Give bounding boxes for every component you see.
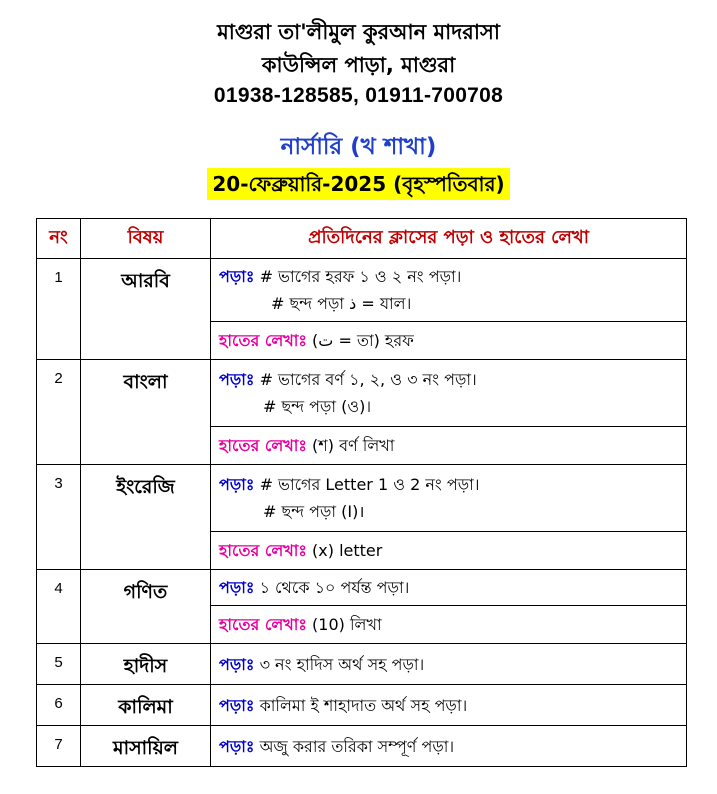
table-header-row [37, 219, 687, 259]
read-cell [211, 644, 687, 685]
write-cell [211, 322, 687, 360]
read-cell [211, 360, 687, 427]
read-label: পড়াঃ [219, 654, 255, 674]
write-cell [211, 532, 687, 570]
table-row [37, 360, 687, 427]
read-line: # ছন্দ পড়া (I)। [263, 502, 365, 521]
row-number: 5 [37, 644, 81, 685]
write-label: হাতের লেখাঃ [219, 436, 307, 455]
read-cell [211, 465, 687, 532]
read-line: ১ থেকে ১০ পর্যন্ত পড়া। [259, 578, 410, 597]
table-row [37, 259, 687, 322]
read-label: পড়াঃ [219, 578, 255, 597]
write-cell [211, 606, 687, 644]
row-number: 4 [37, 570, 81, 644]
date-banner: 20-ফেব্রুয়ারি-2025 (বৃহস্পতিবার) [207, 168, 509, 200]
row-subject: ইংরেজি [81, 465, 211, 570]
write-cell [211, 427, 687, 465]
read-cell [211, 726, 687, 767]
write-label: হাতের লেখাঃ [219, 331, 307, 350]
col-header-number: নং [37, 219, 81, 259]
read-cell [211, 259, 687, 322]
read-line: ৩ নং হাদিস অর্থ সহ পড়া। [259, 654, 425, 674]
row-subject: হাদীস [81, 644, 211, 685]
table-row [37, 465, 687, 532]
read-line: # ছন্দ পড়া (ও)। [263, 397, 372, 416]
daily-lesson-table [36, 218, 687, 767]
table-row [37, 726, 687, 767]
table-row [37, 685, 687, 726]
read-line: # ভাগের Letter 1 ও 2 নং পড়া। [259, 475, 480, 494]
read-line: # ভাগের বর্ণ ১, ২, ও ৩ নং পড়া। [259, 370, 477, 389]
write-line: (শ) বর্ণ লিখা [312, 436, 395, 455]
read-line: # ভাগের হরফ ১ ও ২ নং পড়া। [259, 267, 462, 286]
institution-name: মাগুরা তা'লীমুল কুরআন মাদরাসা [217, 20, 500, 44]
write-line: (10) লিখা [312, 615, 382, 634]
row-subject: আরবি [81, 259, 211, 360]
row-number: 1 [37, 259, 81, 360]
write-label: হাতের লেখাঃ [219, 541, 307, 560]
row-number: 2 [37, 360, 81, 465]
row-number: 6 [37, 685, 81, 726]
col-header-subject: বিষয় [81, 219, 211, 259]
institution-address: কাউন্সিল পাড়া, মাগুরা [261, 53, 456, 77]
read-line: অজু করার তরিকা সম্পূর্ণ পড়া। [259, 736, 455, 756]
class-title: নার্সারি (খ শাখা) [280, 134, 437, 160]
read-label: পড়াঃ [219, 695, 255, 715]
row-subject: মাসায়িল [81, 726, 211, 767]
phone-numbers: 01938-128585, 01911-700708 [213, 84, 504, 107]
row-number: 3 [37, 465, 81, 570]
read-line: # ছন্দ পড়া ذ = যাল। [271, 294, 412, 313]
col-header-lesson: প্রতিদিনের ক্লাসের পড়া ও হাতের লেখা [211, 219, 687, 259]
write-line: (x) letter [312, 541, 383, 560]
row-subject: কালিমা [81, 685, 211, 726]
read-line: কালিমা ই শাহাদাত অর্থ সহ পড়া। [259, 695, 468, 715]
row-subject: গণিত [81, 570, 211, 644]
row-subject: বাংলা [81, 360, 211, 465]
row-number: 7 [37, 726, 81, 767]
table-row [37, 644, 687, 685]
table-row [37, 570, 687, 606]
write-label: হাতের লেখাঃ [219, 615, 307, 634]
read-label: পড়াঃ [219, 736, 255, 756]
read-label: পড়াঃ [219, 267, 255, 286]
write-line: (ت = তা) হরফ [312, 331, 414, 350]
read-label: পড়াঃ [219, 475, 255, 494]
read-label: পড়াঃ [219, 370, 255, 389]
read-cell [211, 570, 687, 606]
read-cell [211, 685, 687, 726]
